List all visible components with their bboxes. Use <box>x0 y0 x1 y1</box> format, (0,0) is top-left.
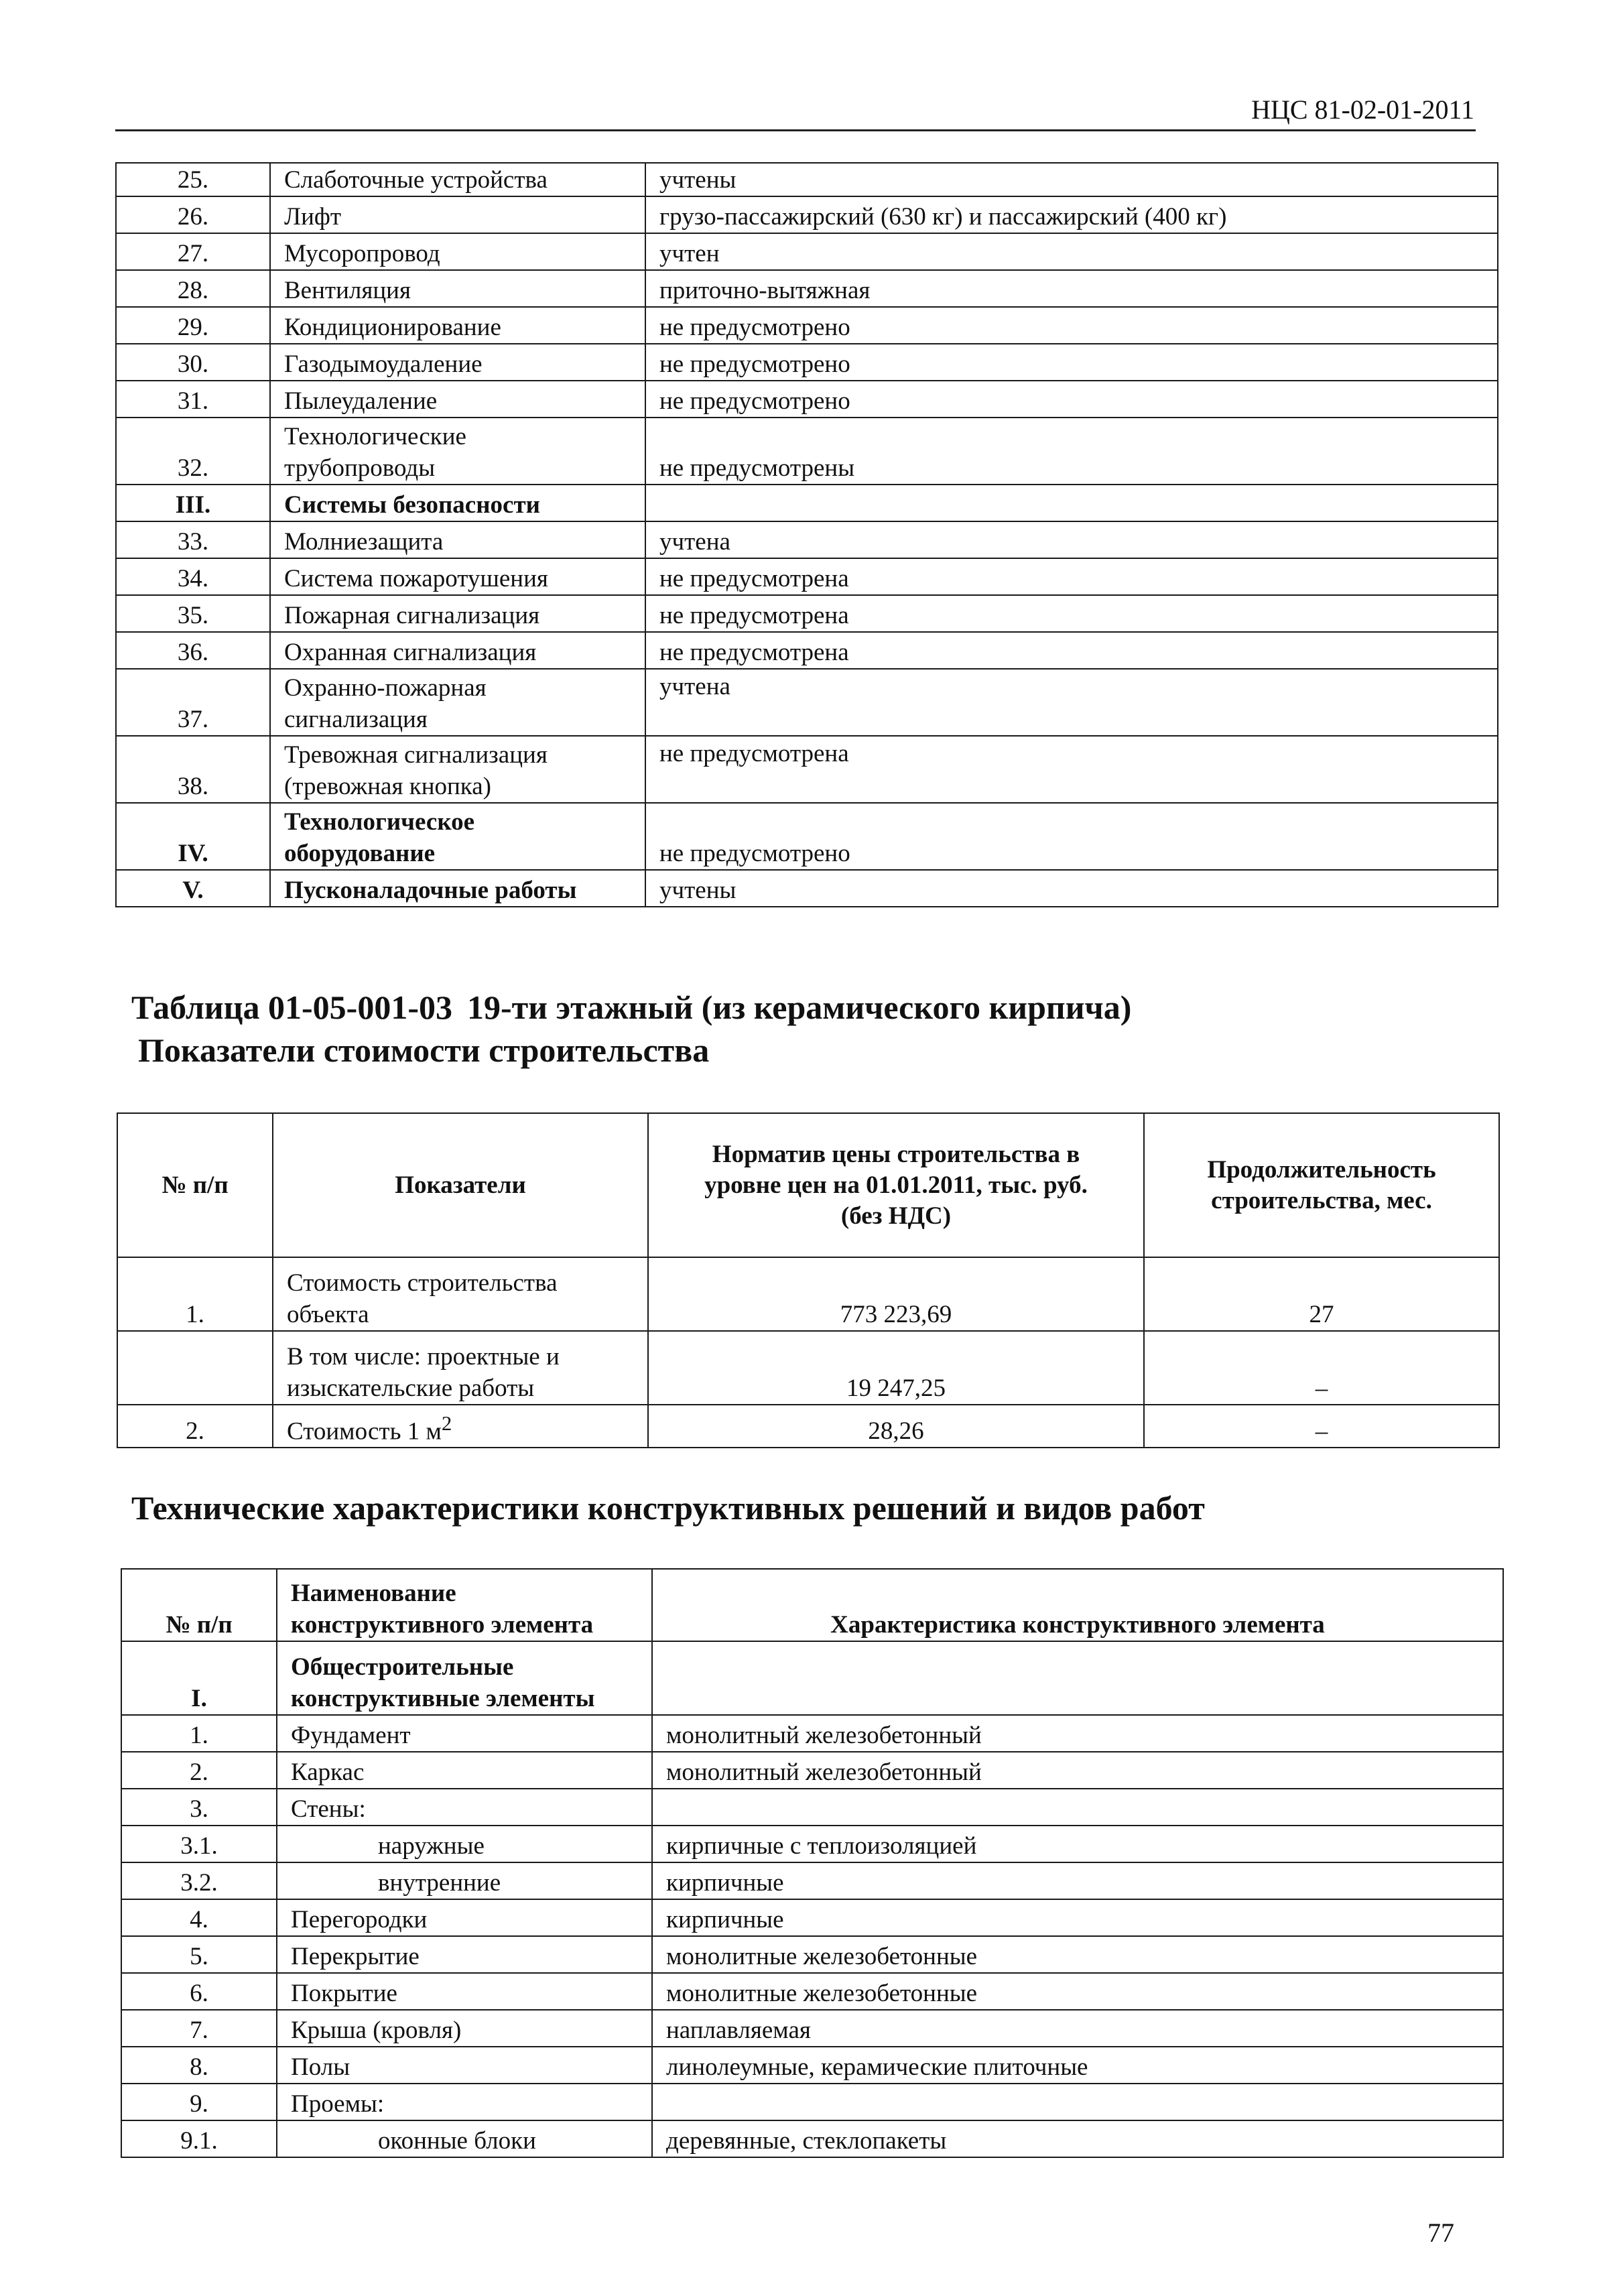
row-value: учтен <box>645 233 1498 270</box>
table-row <box>116 485 1498 521</box>
row-number: 3. <box>121 1789 277 1826</box>
row-value: не предусмотрено <box>645 307 1498 344</box>
header-num: № п/п <box>117 1113 273 1257</box>
cost-indicators-table <box>117 1112 1500 1448</box>
row-name: внутренние <box>277 1862 652 1899</box>
row-name <box>273 1331 648 1405</box>
row-name-line: Технологические <box>284 423 466 450</box>
row-norm: 28,26 <box>648 1405 1144 1448</box>
technical-characteristics-table <box>121 1568 1504 2158</box>
row-value: монолитные железобетонные <box>652 1936 1503 1973</box>
row-value: не предусмотрены <box>645 418 1498 485</box>
table-row <box>121 1715 1503 1752</box>
row-name-text: Стоимость 1 м <box>287 1417 442 1445</box>
row-number: 2. <box>117 1405 273 1448</box>
header-line: конструктивного элемента <box>291 1611 594 1639</box>
table-row <box>121 2120 1503 2157</box>
row-number: 1. <box>117 1257 273 1331</box>
tech-section-title: Технические характеристики конструктивных решений и видов работ <box>131 1489 1205 1527</box>
engineering-systems-table <box>115 162 1498 907</box>
row-number: 29. <box>116 307 270 344</box>
row-number: 3.2. <box>121 1862 277 1899</box>
row-name: Лифт <box>270 196 645 233</box>
row-name-line: В том числе: проектные и <box>287 1343 560 1370</box>
row-name: Перекрытие <box>277 1936 652 1973</box>
row-number: 31. <box>116 381 270 418</box>
row-name-line: Охранно-пожарная <box>284 674 487 702</box>
row-value: не предусмотрено <box>645 803 1498 870</box>
row-value: монолитные железобетонные <box>652 1973 1503 2010</box>
superscript: 2 <box>441 1411 452 1435</box>
row-duration: – <box>1144 1331 1499 1405</box>
table-row <box>121 2084 1503 2120</box>
row-name: Мусоропровод <box>270 233 645 270</box>
row-value: кирпичные с теплоизоляцией <box>652 1826 1503 1862</box>
row-number: 26. <box>116 196 270 233</box>
table-row <box>121 1862 1503 1899</box>
table-row <box>121 1936 1503 1973</box>
section-number: V. <box>116 870 270 907</box>
row-name: Пожарная сигнализация <box>270 595 645 632</box>
row-name: Полы <box>277 2047 652 2084</box>
row-number: 38. <box>116 736 270 803</box>
row-number: 2. <box>121 1752 277 1789</box>
table-row <box>117 1331 1499 1405</box>
row-value: деревянные, стеклопакеты <box>652 2120 1503 2157</box>
row-value: приточно-вытяжная <box>645 270 1498 307</box>
row-number: 25. <box>116 163 270 196</box>
section-title-line: конструктивные элементы <box>291 1685 595 1712</box>
table-row <box>121 1899 1503 1936</box>
row-number: 37. <box>116 669 270 736</box>
section-number: IV. <box>116 803 270 870</box>
row-norm: 19 247,25 <box>648 1331 1144 1405</box>
row-name-line: Стоимость строительства <box>287 1269 558 1297</box>
row-value: учтена <box>645 521 1498 558</box>
row-value: учтена <box>645 669 1498 736</box>
row-number: 35. <box>116 595 270 632</box>
row-norm: 773 223,69 <box>648 1257 1144 1331</box>
table-row <box>116 521 1498 558</box>
row-value: учтены <box>645 163 1498 196</box>
row-name-line: Тревожная сигнализация <box>284 741 548 769</box>
header-line: (без НДС) <box>840 1202 952 1230</box>
table-row <box>117 1405 1499 1448</box>
table-row <box>116 344 1498 381</box>
row-name: Слаботочные устройства <box>270 163 645 196</box>
row-name-line: (тревожная кнопка) <box>284 773 491 800</box>
header-duration <box>1144 1113 1499 1257</box>
row-duration: – <box>1144 1405 1499 1448</box>
row-number: 28. <box>116 270 270 307</box>
table-description: 19-ти этажный (из керамического кирпича) <box>466 988 1132 1026</box>
header-line: Продолжительность <box>1207 1155 1436 1184</box>
header-characteristic: Характеристика конструктивного элемента <box>652 1569 1503 1641</box>
table-row <box>117 1257 1499 1331</box>
cost-subtitle: Показатели стоимости строительства <box>138 1031 710 1069</box>
section-number: I. <box>121 1641 277 1715</box>
section-title-line: оборудование <box>284 840 436 867</box>
row-value: монолитный железобетонный <box>652 1715 1503 1752</box>
header-num: № п/п <box>121 1569 277 1641</box>
row-number: 30. <box>116 344 270 381</box>
row-name <box>270 736 645 803</box>
section-title: Пусконаладочные работы <box>270 870 645 907</box>
table-row <box>116 307 1498 344</box>
row-number: 33. <box>116 521 270 558</box>
row-number: 36. <box>116 632 270 669</box>
section-number: III. <box>116 485 270 521</box>
table-row <box>116 233 1498 270</box>
row-name: Система пожаротушения <box>270 558 645 595</box>
table-row <box>116 381 1498 418</box>
table-header-row <box>117 1113 1499 1257</box>
header-indicator: Показатели <box>273 1113 648 1257</box>
row-value: наплавляемая <box>652 2010 1503 2047</box>
header-rule <box>115 129 1476 131</box>
table-row <box>116 803 1498 870</box>
table-row <box>116 196 1498 233</box>
header-norm <box>648 1113 1144 1257</box>
row-name: Пылеудаление <box>270 381 645 418</box>
page-number: 77 <box>1427 2218 1454 2248</box>
table-row <box>121 1641 1503 1715</box>
header-name <box>277 1569 652 1641</box>
header-line: Норматив цены строительства в <box>712 1140 1080 1168</box>
section-title: Системы безопасности <box>270 485 645 521</box>
table-row <box>116 163 1498 196</box>
row-name: Охранная сигнализация <box>270 632 645 669</box>
row-number: 9. <box>121 2084 277 2120</box>
section-title <box>270 803 645 870</box>
row-value: кирпичные <box>652 1899 1503 1936</box>
row-number: 4. <box>121 1899 277 1936</box>
row-number: 27. <box>116 233 270 270</box>
table-row <box>116 558 1498 595</box>
row-value <box>652 1641 1503 1715</box>
row-value: не предусмотрено <box>645 381 1498 418</box>
row-value: не предусмотрена <box>645 595 1498 632</box>
row-value: грузо-пассажирский (630 кг) и пассажирский (400 кг) <box>645 196 1498 233</box>
table-row <box>116 669 1498 736</box>
row-name: наружные <box>277 1826 652 1862</box>
row-name-line: сигнализация <box>284 706 428 733</box>
row-name: Кондиционирование <box>270 307 645 344</box>
row-value <box>652 2084 1503 2120</box>
row-value: монолитный железобетонный <box>652 1752 1503 1789</box>
row-name: Вентиляция <box>270 270 645 307</box>
table-heading <box>131 987 1146 1027</box>
table-row <box>116 736 1498 803</box>
row-name: Каркас <box>277 1752 652 1789</box>
row-number: 32. <box>116 418 270 485</box>
row-number: 3.1. <box>121 1826 277 1862</box>
header-line: уровне цен на 01.01.2011, тыс. руб. <box>704 1171 1088 1199</box>
section-title-line: Технологическое <box>284 808 475 836</box>
table-row <box>121 1752 1503 1789</box>
header-line: строительства, мес. <box>1211 1186 1432 1214</box>
row-name: Фундамент <box>277 1715 652 1752</box>
row-name <box>270 669 645 736</box>
section-title-line: Общестроительные <box>291 1653 514 1681</box>
table-row <box>121 1789 1503 1826</box>
row-number: 34. <box>116 558 270 595</box>
row-name: Перегородки <box>277 1899 652 1936</box>
table-row <box>121 1973 1503 2010</box>
table-row <box>116 595 1498 632</box>
row-name-line: изыскательские работы <box>287 1375 535 1402</box>
row-value: кирпичные <box>652 1862 1503 1899</box>
table-row <box>116 870 1498 907</box>
row-number: 8. <box>121 2047 277 2084</box>
row-name-line: трубопроводы <box>284 454 436 482</box>
row-name: оконные блоки <box>277 2120 652 2157</box>
document-code: НЦС 81-02-01-2011 <box>1251 94 1474 125</box>
table-row <box>116 270 1498 307</box>
row-number: 9.1. <box>121 2120 277 2157</box>
row-value <box>645 485 1498 521</box>
row-value: не предусмотрена <box>645 632 1498 669</box>
row-number: 1. <box>121 1715 277 1752</box>
row-value: не предусмотрена <box>645 736 1498 803</box>
row-name: Крыша (кровля) <box>277 2010 652 2047</box>
row-name: Стены: <box>277 1789 652 1826</box>
row-value: учтены <box>645 870 1498 907</box>
row-name-line: объекта <box>287 1301 369 1328</box>
row-name: Молниезащита <box>270 521 645 558</box>
section-title <box>277 1641 652 1715</box>
row-number: 7. <box>121 2010 277 2047</box>
table-row <box>121 1826 1503 1862</box>
row-duration: 27 <box>1144 1257 1499 1331</box>
row-value: линолеумные, керамические плиточные <box>652 2047 1503 2084</box>
row-number <box>117 1331 273 1405</box>
row-name <box>270 418 645 485</box>
header-line: Наименование <box>291 1580 456 1607</box>
table-id: Таблица 01-05-001-03 <box>131 988 452 1026</box>
row-name <box>273 1405 648 1448</box>
table-row <box>121 2047 1503 2084</box>
table-row <box>121 2010 1503 2047</box>
row-name: Газодымоудаление <box>270 344 645 381</box>
row-number: 5. <box>121 1936 277 1973</box>
table-row <box>116 632 1498 669</box>
table-header-row <box>121 1569 1503 1641</box>
row-number: 6. <box>121 1973 277 2010</box>
row-name: Проемы: <box>277 2084 652 2120</box>
row-value <box>652 1789 1503 1826</box>
row-value: не предусмотрена <box>645 558 1498 595</box>
row-name <box>273 1257 648 1331</box>
row-name: Покрытие <box>277 1973 652 2010</box>
row-value: не предусмотрено <box>645 344 1498 381</box>
table-row <box>116 418 1498 485</box>
